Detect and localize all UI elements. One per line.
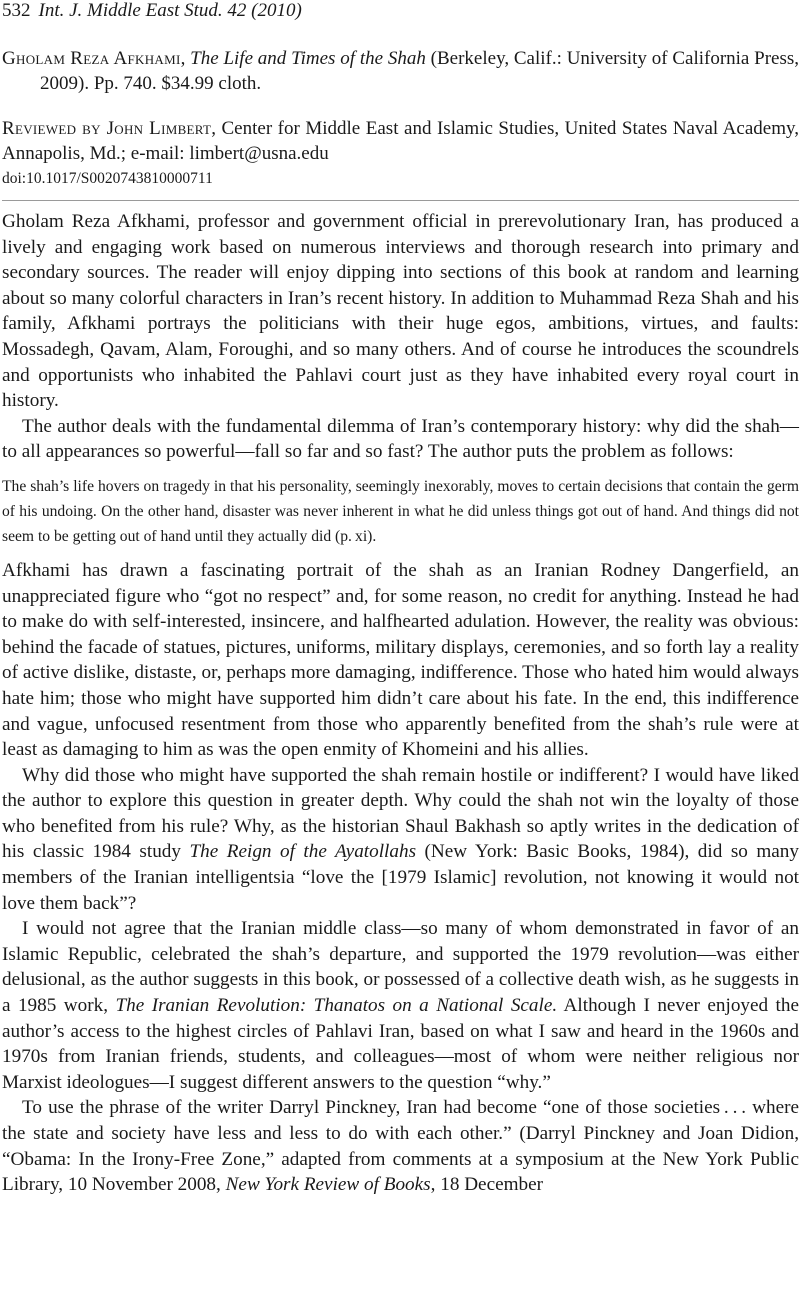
paragraph-6-text-a: To use the phrase of the writer Darryl Pinckney, Iran had become “one of those societies . . . where the state and society have less and less to do with each other.” (Darryl Pinckney and Joan Didion, “Obama: In the Irony-Free Zone,” adapted from comments at a symposium at the New York Public Library, 10 November 2008, — [2, 1097, 799, 1196]
reviewer-affiliation: , Center for Middle East and Islamic Studies, United States Naval Academy, Annapolis, Md.; e-mail: limbert@usna.edu — [2, 118, 799, 164]
paragraph-4-text-b: (New York: Basic Books, 1984), did so many members of the Iranian intelligentsia “love the [1979 Islamic] revolution, not knowing it would not love them back”? — [2, 841, 799, 914]
paragraph-5-text-a: I would not agree that the Iranian middle class—so many of whom demonstrated in favor of an Islamic Republic, celebrated the shah’s departure, and supported the 1979 revolution—was either delusional, as the author suggests in this book, or possessed of a collective death wish, as he suggests in a 1985 work, — [2, 918, 799, 1017]
paragraph-2: The author deals with the fundamental dilemma of Iran’s contemporary history: why did the shah—to all appearances so powerful—fall so far and so fast? The author puts the problem as follows: — [2, 415, 799, 463]
doi: doi:10.1017/S0020743810000711 — [2, 170, 213, 187]
document-page — [2, 0, 799, 1198]
book-citation — [2, 46, 799, 96]
paragraph-4-book-title: The Reign of the Ayatollahs — [189, 841, 417, 863]
paragraph-6-text-b: , 18 December — [430, 1174, 544, 1196]
reviewer-line — [2, 116, 799, 166]
journal-citation: Int. J. Middle East Stud. 42 (2010) — [38, 0, 302, 21]
paragraph-5 — [2, 916, 799, 1095]
paragraph-5-book-title: The Iranian Revolution: Thanatos on a National Scale. — [115, 995, 558, 1017]
page-number: 532 — [2, 0, 31, 21]
citation-separator: , — [180, 48, 191, 69]
section-divider — [2, 200, 799, 201]
book-title: The Life and Times of the Shah — [190, 48, 426, 69]
review-body — [2, 209, 799, 465]
block-quote: The shah’s life hovers on tragedy in that his personality, seemingly inexorably, moves to certain decisions that contain the germ of his undoing. On the other hand, disaster was never inherent in what he did unless things got out of hand. And things did not seem to be getting out of hand until they actually did (p. xi). — [2, 477, 799, 545]
paragraph-3: Afkhami has drawn a fascinating portrait of the shah as an Iranian Rodney Dangerfield, an unappreciated figure who “got no respect” and, for some reason, no credit for anything. Instead he had to make do with self-interested, insincere, and halfhearted adulation. However, the reality was obvious: behind the facade of statues, pictures, uniforms, military displays, ceremonies, and so forth lay a reality of active dislike, distaste, or, perhaps more damaging, indifference. Those who hated him would always hate him; those who might have supported him didn’t care about his fate. In the end, this indifference and vague, unfocused resentment from those who apparently benefited from the shah’s rule were at least as damaging to him as was the open enmity of Khomeini and his allies. — [2, 559, 799, 761]
book-author: Gholam Reza Afkhami — [2, 48, 181, 69]
paragraph-6-publication-title: New York Review of Books — [225, 1174, 431, 1196]
paragraph-6 — [2, 1095, 799, 1197]
running-head — [2, 0, 799, 24]
paragraph-1: Gholam Reza Afkhami, professor and government official in prerevolutionary Iran, has produced a lively and engaging work based on numerous interviews and thorough research into primary and secondary sources. The reader will enjoy dipping into sections of this book at random and learning about so many colorful characters in Iran’s recent history. In addition to Muhammad Reza Shah and his family, Afkhami portrays the politicians with their huge egos, ambitions, virtues, and faults: Mossadegh, Qavam, Alam, Foroughi, and so many others. And of course he introduces the scoundrels and opportunists who inhabited the Pahlavi court just as they have inhabited every royal court in history. — [2, 211, 799, 412]
book-publication-info: (Berkeley, Calif.: University of California Press, 2009). Pp. 740. $34.99 cloth. — [40, 48, 800, 94]
paragraph-5-text-b: Although I never enjoyed the author’s access to the highest circles of Pahlavi Iran, based on what I saw and heard in the 1960s and 1970s from Iranian friends, students, and colleagues—most of whom were neither religious nor Marxist ideologues—I suggest different answers to the question “why.” — [2, 995, 800, 1093]
review-body-continued — [2, 558, 799, 1198]
paragraph-4-text-a: Why did those who might have supported the shah remain hostile or indifferent? I would have liked the author to explore this question in greater depth. Why could the shah not win the loyalty of those who benefited from his rule? Why, as the historian Shaul Bakhash so aptly writes in the dedication of his classic 1984 study — [2, 764, 799, 863]
paragraph-4 — [2, 763, 799, 917]
reviewer-name: Reviewed by John Limbert — [2, 118, 212, 139]
